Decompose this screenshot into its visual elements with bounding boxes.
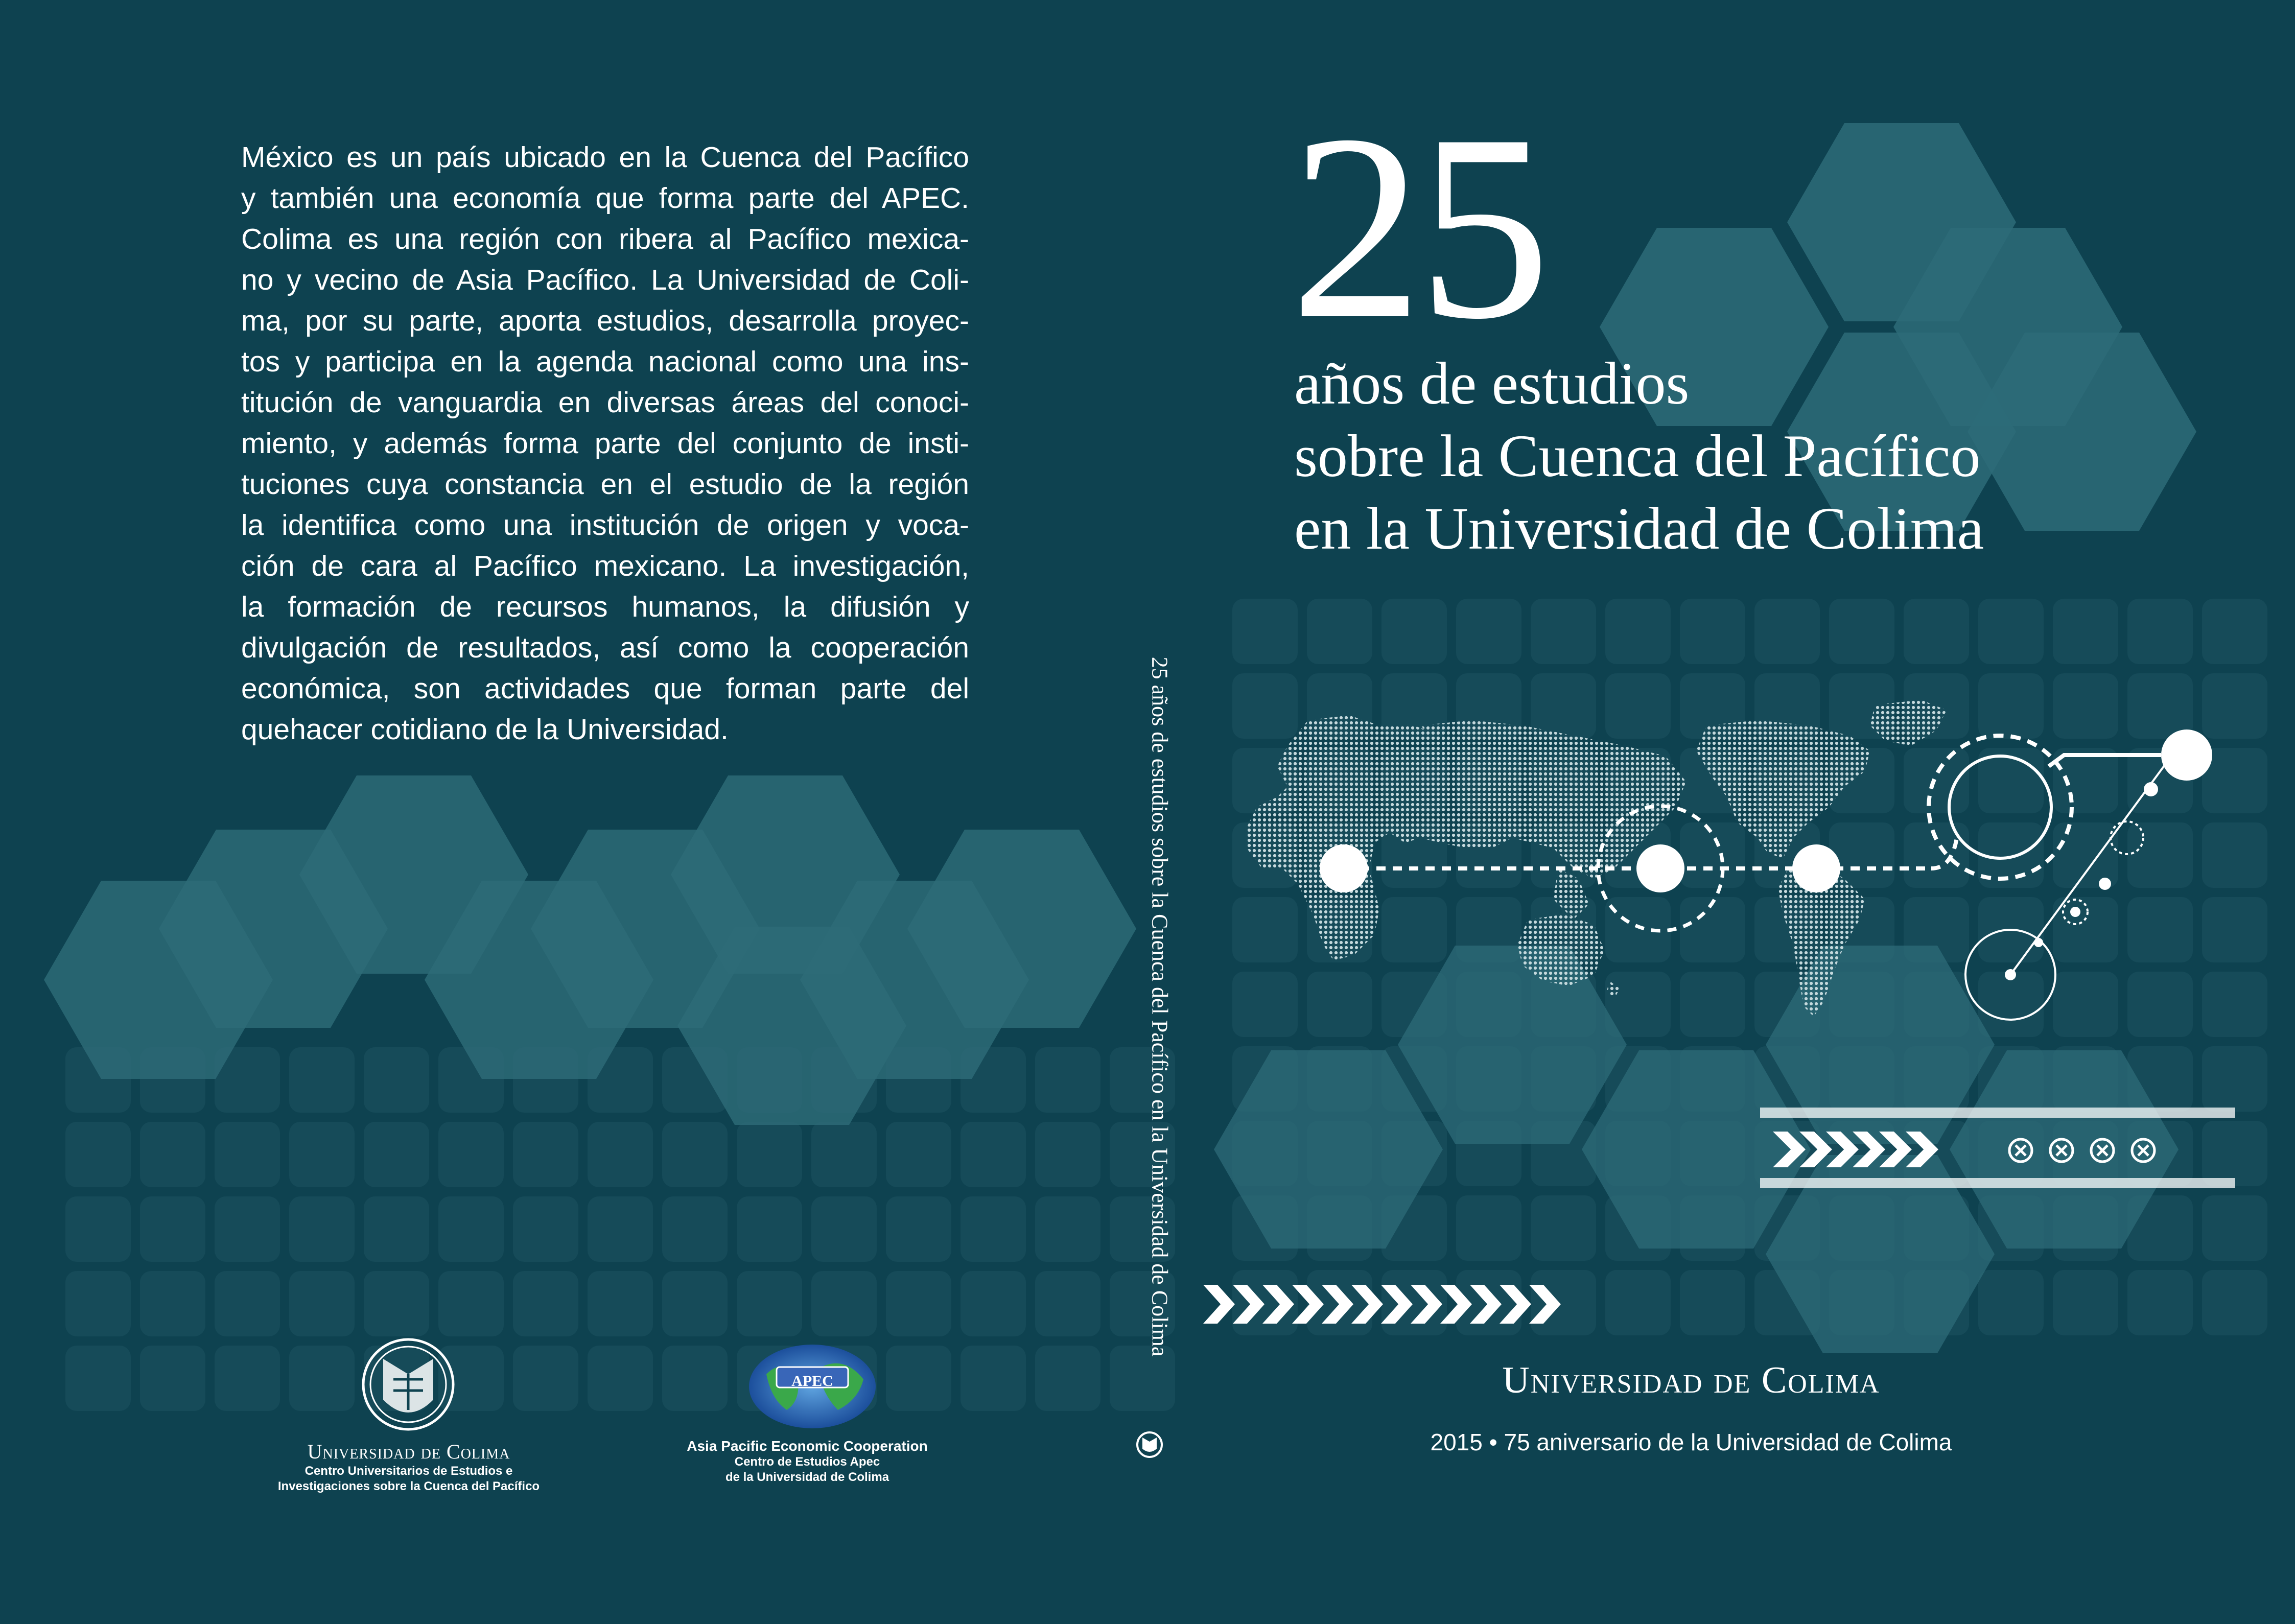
- grid-tile: [2202, 1195, 2267, 1261]
- grid-tile: [2202, 1046, 2267, 1112]
- grid-tile: [2127, 822, 2193, 888]
- back-text-line: la identifica como una institución de origen y voca-: [241, 509, 969, 542]
- grid-tile: [2202, 673, 2267, 739]
- back-text-line: divulgación de resultados, así como la cooperación: [241, 631, 969, 664]
- grid-tile: [2127, 897, 2193, 962]
- grid-tile: [737, 1122, 802, 1187]
- grid-tile: [1035, 1122, 1100, 1187]
- grid-tile: [1232, 897, 1298, 962]
- back-text-line: económica, son actividades que forman parte del: [241, 672, 969, 705]
- grid-tile: [886, 1196, 951, 1262]
- spine-title: 25 años de estudios sobre la Cuenca del Pacífico en la Universidad de Colima: [1147, 656, 1173, 1356]
- grid-tile: [886, 1271, 951, 1336]
- grid-tile: [513, 1196, 578, 1262]
- grid-tile: [961, 1346, 1026, 1411]
- grid-tile: [662, 1122, 728, 1187]
- back-text-line: tuciones cuya constancia en el estudio de la región: [241, 468, 969, 501]
- back-text-line: titución de vanguardia en diversas áreas del conoci-: [241, 386, 969, 419]
- grid-tile: [1605, 897, 1671, 962]
- back-text-line: México es un país ubicado en la Cuenca del Pacífico: [241, 141, 969, 174]
- grid-tile: [364, 1047, 429, 1113]
- grid-tile: [1680, 897, 1745, 962]
- grid-tile: [1232, 972, 1298, 1037]
- grid-tile: [588, 1271, 653, 1336]
- grid-tile: [289, 1047, 355, 1113]
- grid-tile: [1978, 673, 2044, 739]
- grid-tile: [1605, 673, 1671, 739]
- grid-tile: [811, 1271, 877, 1336]
- grid-tile: [215, 1122, 280, 1187]
- grid-tile: [1680, 599, 1745, 664]
- apec-name: Asia Pacific Economic Cooperation: [687, 1438, 928, 1454]
- back-text-line: ción de cara al Pacífico mexicano. La investigación,: [241, 550, 969, 582]
- grid-tile: [1605, 599, 1671, 664]
- back-text-line: y también una economía que forma parte del APEC.: [241, 182, 969, 215]
- grid-tile: [65, 1122, 131, 1187]
- grid-tile: [2053, 599, 2118, 664]
- grid-tile: [289, 1271, 355, 1336]
- grid-tile: [1605, 1270, 1671, 1335]
- grid-tile: [1456, 1195, 1521, 1261]
- grid-tile: [662, 1271, 728, 1336]
- grid-tile: [438, 1196, 504, 1262]
- grid-tile: [2127, 1270, 2193, 1335]
- ucol-center-line1: Centro Universitarios de Estudios e: [305, 1464, 513, 1478]
- grid-tile: [1680, 1270, 1745, 1335]
- grid-tile: [2053, 673, 2118, 739]
- grid-tile: [65, 1271, 131, 1336]
- grid-tile: [2202, 599, 2267, 664]
- grid-tile: [140, 1271, 205, 1336]
- grid-tile: [1531, 1270, 1596, 1335]
- grid-tile: [1035, 1346, 1100, 1411]
- apec-center-line2: de la Universidad de Colima: [725, 1470, 889, 1484]
- back-text-line: ma, por su parte, aporta estudios, desarrolla proyec-: [241, 304, 969, 337]
- grid-tile: [1680, 822, 1745, 888]
- grid-tile: [1531, 673, 1596, 739]
- grid-tile: [1232, 673, 1298, 739]
- grid-tile: [1978, 972, 2044, 1037]
- grid-tile: [737, 1271, 802, 1336]
- grid-tile: [140, 1122, 205, 1187]
- grid-tile: [1035, 1196, 1100, 1262]
- grid-tile: [2202, 1121, 2267, 1186]
- apec-logo-block: [664, 1344, 950, 1485]
- grid-tile: [2127, 599, 2193, 664]
- grid-tile: [961, 1122, 1026, 1187]
- ucol-center-line2: Investigaciones sobre la Cuenca del Pacífico: [277, 1479, 540, 1493]
- front-title-line-1: años de estudios: [1294, 350, 1690, 417]
- grid-tile: [811, 1196, 877, 1262]
- grid-tile: [1904, 599, 1969, 664]
- grid-tile: [961, 1271, 1026, 1336]
- back-text-line: tos y participa en la agenda nacional como una ins-: [241, 345, 969, 378]
- grid-tile: [289, 1122, 355, 1187]
- back-cover-description: [241, 137, 969, 750]
- grid-tile: [961, 1196, 1026, 1262]
- front-title-line-3: en la Universidad de Colima: [1294, 495, 1984, 562]
- grid-tile: [811, 1122, 877, 1187]
- grid-tile: [215, 1196, 280, 1262]
- grid-tile: [886, 1122, 951, 1187]
- grid-tile: [289, 1196, 355, 1262]
- grid-tile: [1035, 1271, 1100, 1336]
- grid-tile: [1456, 599, 1521, 664]
- grid-tile: [588, 1196, 653, 1262]
- grid-tile: [1381, 897, 1447, 962]
- grid-tile: [1680, 972, 1745, 1037]
- front-title-line-2: sobre la Cuenca del Pacífico: [1294, 422, 1981, 489]
- grid-tile: [140, 1346, 205, 1411]
- grid-tile: [1904, 748, 1969, 813]
- grid-tile: [2202, 972, 2267, 1037]
- grid-tile: [65, 1196, 131, 1262]
- grid-tile: [1904, 822, 1969, 888]
- apec-badge-text: APEC: [791, 1373, 833, 1390]
- grid-tile: [65, 1346, 131, 1411]
- grid-tile: [438, 1122, 504, 1187]
- grid-tile: [438, 1271, 504, 1336]
- back-text-line: Colima es una región con ribera al Pacífico mexica-: [241, 223, 969, 255]
- grid-tile: [1307, 972, 1372, 1037]
- ucol-name: Universidad de Colima: [307, 1440, 510, 1463]
- ucol-logo-block: [266, 1344, 552, 1494]
- front-university-name: Universidad de Colima: [1502, 1359, 1880, 1401]
- front-anniversary-line: 2015 • 75 aniversario de la Universidad de Colima: [1430, 1429, 1952, 1455]
- grid-tile: [2053, 1270, 2118, 1335]
- grid-tile: [1978, 1270, 2044, 1335]
- grid-tile: [140, 1196, 205, 1262]
- grid-tile: [513, 1271, 578, 1336]
- grid-tile: [1829, 599, 1894, 664]
- spine: [1124, 644, 1196, 1369]
- grid-tile: [588, 1346, 653, 1411]
- grid-tile: [1978, 599, 2044, 664]
- front-title: [1294, 347, 1984, 565]
- grid-tile: [1754, 599, 1820, 664]
- grid-tile: [364, 1271, 429, 1336]
- back-text-line: miento, y además forma parte del conjunto de insti-: [241, 427, 969, 460]
- grid-tile: [1531, 599, 1596, 664]
- grid-tile: [662, 1196, 728, 1262]
- grid-tile: [2053, 972, 2118, 1037]
- back-text-line: no y vecino de Asia Pacífico. La Universidad de Coli-: [241, 264, 969, 296]
- grid-tile: [2202, 897, 2267, 962]
- grid-tile: [2202, 822, 2267, 888]
- back-text-line: quehacer cotidiano de la Universidad.: [241, 713, 729, 746]
- front-number: 25: [1290, 80, 1545, 374]
- grid-tile: [588, 1122, 653, 1187]
- grid-tile: [737, 1196, 802, 1262]
- grid-tile: [2202, 1270, 2267, 1335]
- apec-center-line1: Centro de Estudios Apec: [734, 1455, 880, 1469]
- grid-tile: [2053, 897, 2118, 962]
- grid-tile: [364, 1122, 429, 1187]
- grid-tile: [364, 1196, 429, 1262]
- grid-tile: [215, 1271, 280, 1336]
- grid-tile: [2127, 673, 2193, 739]
- grid-tile: [1531, 1195, 1596, 1261]
- grid-tile: [1307, 599, 1372, 664]
- grid-tile: [1232, 599, 1298, 664]
- back-text-line: la formación de recursos humanos, la difusión y: [241, 591, 969, 623]
- grid-tile: [1035, 1047, 1100, 1113]
- grid-tile: [2053, 822, 2118, 888]
- grid-tile: [513, 1122, 578, 1187]
- grid-tile: [1381, 599, 1447, 664]
- grid-tile: [2127, 972, 2193, 1037]
